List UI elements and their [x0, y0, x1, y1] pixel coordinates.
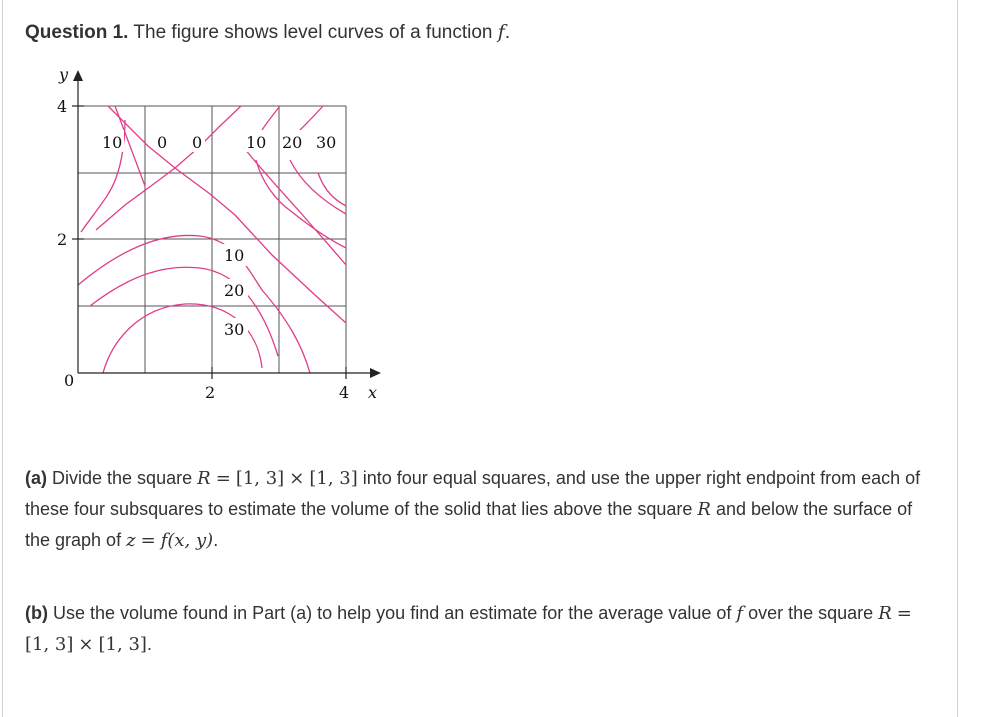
center-contour-labels: [222, 244, 248, 340]
contour-line-40-corner: [318, 173, 346, 206]
part-a-R-2: R: [697, 499, 711, 520]
part-b-R: R: [878, 603, 892, 624]
origin-label: 0: [64, 371, 75, 390]
part-b: [25, 598, 940, 660]
part-a-R: R: [197, 468, 211, 489]
part-b-eq: =: [896, 603, 912, 624]
part-a-set-1: [1, 3]: [235, 468, 285, 489]
question-text: The figure shows level curves of a function: [133, 22, 493, 43]
part-b-function: f: [736, 603, 744, 624]
part-a-text-1: Divide the square: [52, 468, 193, 488]
part-b-end: .: [146, 634, 152, 654]
y-axis-arrow: [73, 70, 83, 81]
y-tick-label-4: 4: [57, 97, 68, 116]
part-a-end: .: [213, 530, 219, 550]
y-tick-label-2: 2: [57, 230, 68, 249]
part-a-z: z: [126, 530, 136, 551]
contour-label-top-0a: 0: [157, 133, 168, 152]
contour-label-center-20: 20: [224, 281, 245, 300]
question-function: f: [497, 21, 505, 43]
question-label: Question 1.: [25, 22, 129, 43]
part-a-eq-2: =: [140, 530, 156, 551]
part-a-eq: =: [215, 468, 231, 489]
contour-line-30-tick: [300, 106, 323, 130]
contour-label-top-20: 20: [282, 133, 303, 152]
contour-line-20-tick: [262, 106, 280, 130]
y-axis-label: y: [59, 65, 69, 84]
contour-label-center-10: 10: [224, 246, 245, 265]
contour-label-top-10a: 10: [102, 133, 123, 152]
part-b-text-2: over the square: [748, 603, 874, 623]
part-b-set-2: [1, 3]: [98, 634, 147, 655]
x-axis-arrow: [370, 368, 381, 378]
part-a-times: ×: [289, 468, 305, 489]
contour-label-top-30: 30: [316, 133, 337, 152]
part-a-label: (a): [25, 468, 47, 488]
contour-label-top-10b: 10: [246, 133, 267, 152]
x-tick-label-4: 4: [339, 383, 350, 402]
contour-line-10-upper: [244, 148, 346, 265]
contour-label-top-0b: 0: [192, 133, 203, 152]
contour-line-20-main: [90, 267, 278, 356]
part-b-text-1: Use the volume found in Part (a) to help you find an estimate for the average value of: [53, 603, 732, 623]
x-tick-label-2: 2: [205, 383, 216, 402]
part-a-set-2: [1, 3]: [309, 468, 358, 489]
contour-line-0-c: [96, 106, 241, 230]
part-a: [25, 463, 940, 556]
part-b-label: (b): [25, 603, 48, 623]
part-a-text-2: into four equal squares, and use the upper right endpoint from each of these four subsquares to estimate the volume of the solid that lies above the square: [25, 468, 921, 519]
part-b-set-1: [1, 3]: [25, 634, 74, 655]
part-a-text-3: and below the surface of the graph of: [25, 499, 913, 550]
question-end: .: [504, 22, 511, 43]
part-a-fxy: f(x, y): [160, 530, 214, 551]
part-b-times: ×: [78, 634, 94, 655]
contour-label-center-30: 30: [224, 320, 245, 339]
x-axis-label: x: [368, 383, 378, 402]
contour-line-30-upper: [290, 160, 346, 214]
